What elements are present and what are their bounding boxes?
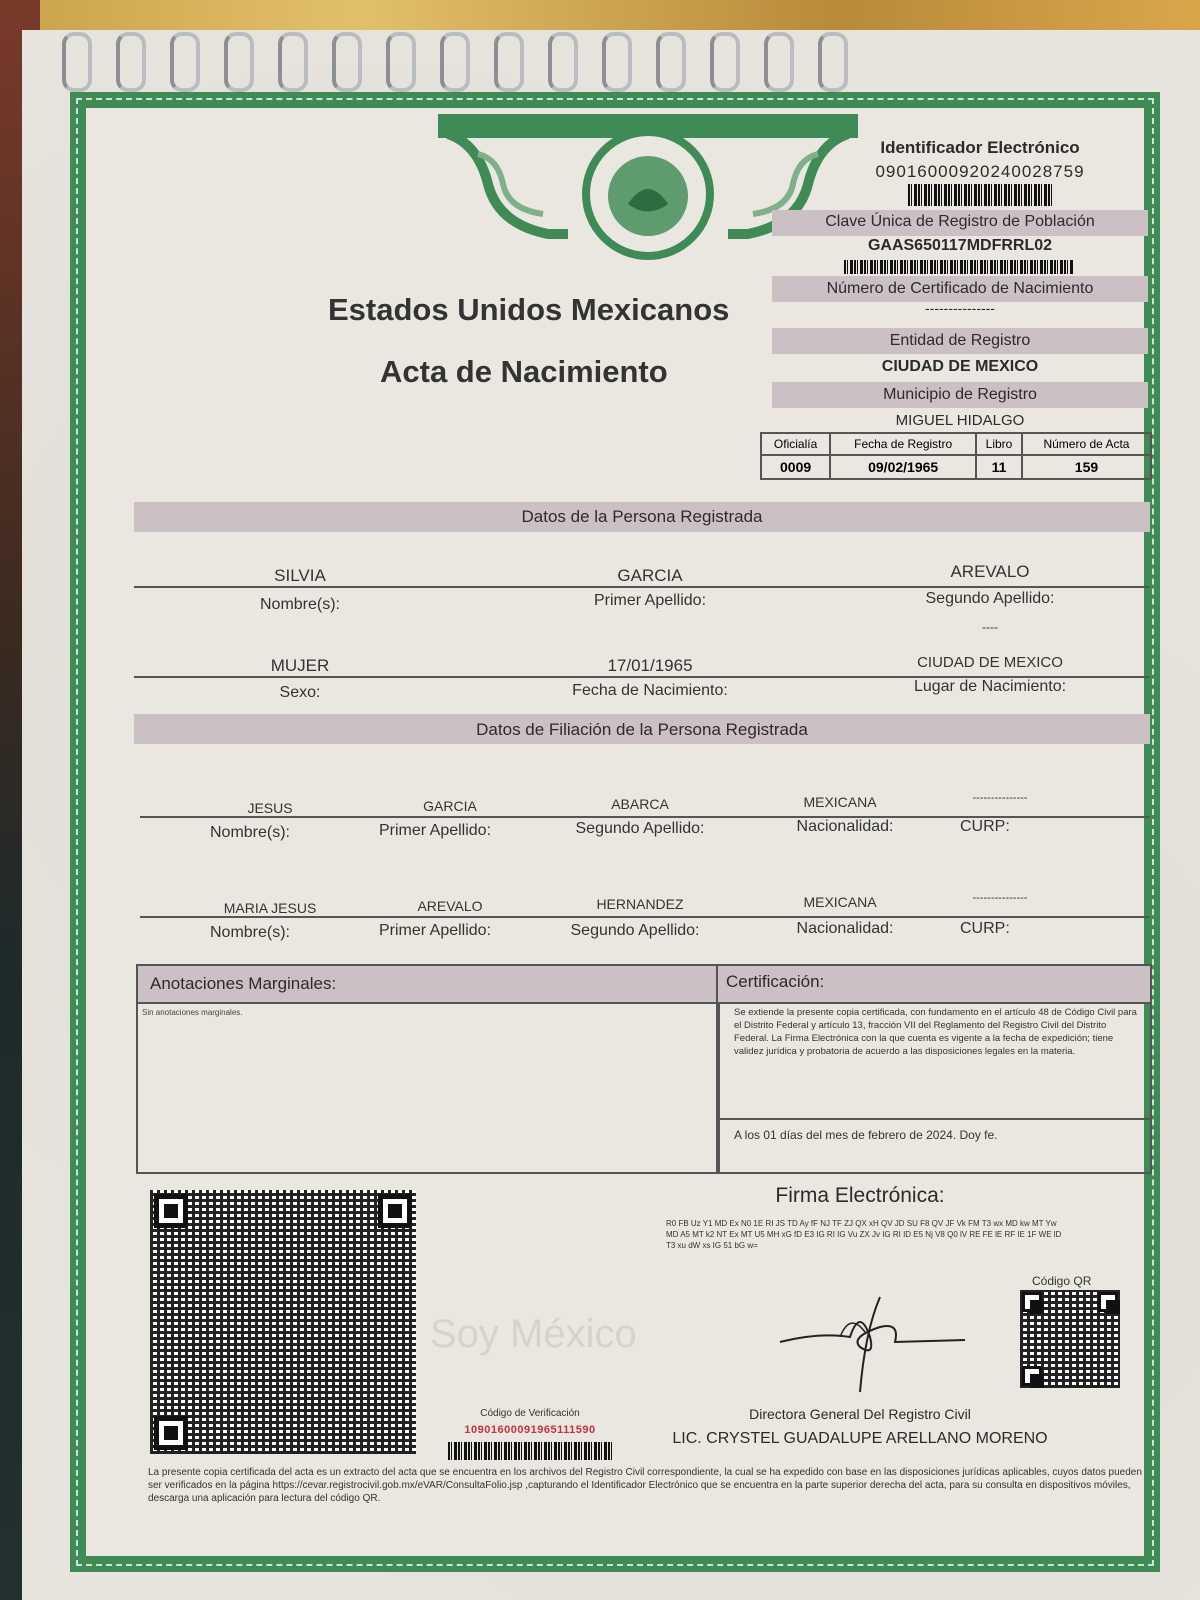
- registry-header: Libro: [976, 433, 1022, 455]
- signature-title: Firma Electrónica:: [775, 1184, 945, 1207]
- parent1-name: JESUS: [247, 800, 293, 816]
- registry-value: 11: [976, 455, 1022, 479]
- parent1-name-label: Nombre(s):: [209, 824, 290, 841]
- parent1-last2: ABARCA: [611, 796, 669, 812]
- person-last-name1: GARCIA: [617, 566, 683, 585]
- signature-hash: R0 FB Uz Y1 MD Ex N0 1E RI JS TD Ay fF NJ TF ZJ QX xH QV JD SU F8 QV JF Vk FM T3 wx MD kw MT Yw MD A5 MT k2 NT Ex MT U5 MH xG fD E3 IG RI IG Vu ZX Jv IG RI ID E5 Nj V8 Q0 lV RE FE lE RF IE 1F WE lD T3 xu dW xs IG 51 bG w=: [666, 1219, 1062, 1250]
- person-birth-date: 17/01/1965: [607, 656, 693, 675]
- birth-place-label: Lugar de Nacimiento:: [913, 678, 1067, 695]
- person-last-name2: AREVALO: [950, 562, 1030, 581]
- registry-header: Oficialía: [761, 433, 830, 455]
- registry-value: 159: [1022, 455, 1151, 479]
- official-title: Directora General Del Registro Civil: [749, 1406, 971, 1422]
- certification-text: Se extiende la presente copia certificada, con fundamento en el artículo 48 de Código Civil para el Distrito Federal y artículo 13, fracción VII del Reglamento del Registro Civil del Distrito Federal. La Firma Electrónica con la que cuenta es vigente a la fecha de expedición; tiene validez jurídica y probatoria de acuerdo a las disposiciones legales en la materia.: [734, 1007, 1137, 1057]
- certification-box: [716, 964, 1152, 1174]
- certification-title: Certificación:: [726, 972, 825, 991]
- small-qr-code: [1020, 1290, 1120, 1388]
- parent2-last2-label: Segundo Apellido:: [570, 922, 700, 939]
- certificate-body: [110, 122, 1142, 1546]
- certificate-frame: [70, 92, 1160, 1572]
- parent1-curp-label: CURP:: [960, 818, 1010, 835]
- person-first-name: SILVIA: [274, 566, 326, 585]
- registry-value: 0009: [761, 455, 830, 479]
- parent2-nationality: MEXICANA: [803, 894, 877, 910]
- parent2-last1: AREVALO: [417, 898, 483, 914]
- curp-label: Clave Única de Registro de Población: [825, 213, 1095, 230]
- registry-header: Número de Acta: [1022, 433, 1151, 455]
- parent2-name: MARIA JESUS: [223, 900, 317, 916]
- last-name2-label: Segundo Apellido:: [925, 590, 1055, 607]
- registry-header: Fecha de Registro: [830, 433, 976, 455]
- birth-cert-label: Número de Certificado de Nacimiento: [826, 280, 1094, 297]
- electronic-id-label: Identificador Electrónico: [880, 138, 1080, 157]
- birth-date-label: Fecha de Nacimiento:: [572, 682, 728, 699]
- parent2-nationality-label: Nacionalidad:: [796, 920, 894, 937]
- certification-date: A los 01 días del mes de febrero de 2024. Doy fe.: [734, 1128, 998, 1142]
- parent2-curp-label: CURP:: [960, 920, 1010, 937]
- parent2-last2: HERNANDEZ: [596, 896, 684, 912]
- last-name1-label: Primer Apellido:: [593, 592, 707, 609]
- parent1-last1-label: Primer Apellido:: [378, 822, 492, 839]
- annotations-box: [136, 964, 720, 1174]
- entity-label: Entidad de Registro: [889, 332, 1031, 349]
- sex-label: Sexo:: [279, 684, 321, 701]
- birth-cert-value: ---------------: [925, 300, 995, 316]
- document-title: Acta de Nacimiento: [380, 354, 668, 389]
- parent2-curp: ---------------: [972, 892, 1028, 904]
- qr-label: Código QR: [1032, 1274, 1092, 1288]
- parent1-curp: ---------------: [972, 792, 1028, 804]
- annotations-text: Sin anotaciones marginales.: [142, 1008, 243, 1017]
- filiation-section-title: Datos de Filiación de la Persona Registrada: [476, 720, 808, 739]
- parent2-name-label: Nombre(s):: [209, 924, 290, 941]
- official-name: LIC. CRYSTEL GUADALUPE ARELLANO MORENO: [672, 1430, 1048, 1447]
- municipality-value: MIGUEL HIDALGO: [895, 412, 1025, 429]
- person-birth-place: CIUDAD DE MEXICO: [917, 654, 1063, 671]
- person-section-title: Datos de la Persona Registrada: [521, 507, 763, 526]
- parent1-last1: GARCIA: [423, 798, 477, 814]
- parent1-last2-label: Segundo Apellido:: [575, 820, 705, 837]
- watermark-text: Soy México: [430, 1312, 637, 1356]
- curp-barcode: [844, 260, 1074, 274]
- annotations-title: Anotaciones Marginales:: [150, 974, 337, 993]
- country-title: Estados Unidos Mexicanos: [328, 292, 730, 327]
- verification-qr-code: [150, 1190, 416, 1454]
- entity-value: CIUDAD DE MEXICO: [881, 358, 1039, 375]
- parent1-nationality: MEXICANA: [803, 794, 877, 810]
- registry-table: [760, 432, 1152, 480]
- first-name-label: Nombre(s):: [259, 596, 340, 613]
- municipality-label: Municipio de Registro: [883, 386, 1037, 403]
- curp-value: GAAS650117MDFRRL02: [867, 237, 1053, 254]
- electronic-id: 09016000920240028759: [875, 162, 1085, 181]
- parent1-nationality-label: Nacionalidad:: [796, 818, 894, 835]
- verification-label: Código de Verificación: [480, 1408, 580, 1419]
- footer-legal-text: La presente copia certificada del acta es un extracto del acta que se encuentra en los archivos del Registro Civil correspondiente, la cual se ha expedido con base en las disposiciones jurídicas aplicables, cuyos datos pueden ser verificados en la página https://cevar.registrocivil.gob.mx/eVAR/ConsultaFolio.jsp ,capturando el Identificador Electrónico que se encuentra en la parte superior derecha del acta, para su consulta en dispositivos móviles, descarga una aplicación para lectura del código QR.: [148, 1467, 1142, 1504]
- verification-code: 10901600091965111590: [464, 1424, 596, 1436]
- verification-barcode: [448, 1442, 612, 1460]
- registry-value: 09/02/1965: [830, 455, 976, 479]
- dash-placeholder: ----: [982, 620, 998, 634]
- handwritten-signature-icon: [770, 1292, 970, 1402]
- parent2-last1-label: Primer Apellido:: [378, 922, 492, 939]
- spiral-binding: [62, 30, 902, 90]
- electronic-id-barcode: [908, 184, 1054, 206]
- person-sex: MUJER: [270, 656, 330, 675]
